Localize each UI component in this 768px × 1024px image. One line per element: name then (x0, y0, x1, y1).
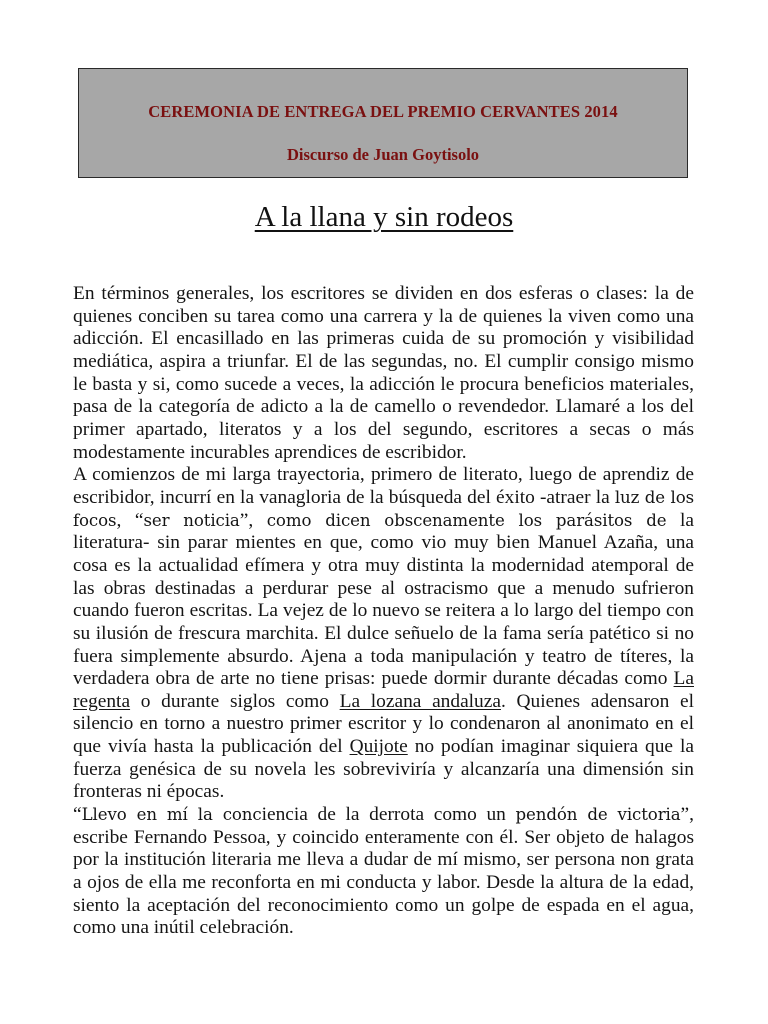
paragraph-1: En términos generales, los escritores se dividen en dos esferas o clases: la de quienes conciben su tarea como una carrera y la de quienes la viven como una adicción. El encasillado en las primeras cuida de su promoción y visibilidad mediática, aspira a triunfar. El de las segundas, no. El cumplir consigo mismo le basta y si, como sucede a veces, la adicción le procura beneficios materiales, pasa de la categoría de adicto a la de camello o revendedor. Llamaré a los del primer apartado, literatos y a los del segundo, escritores a secas o más modestamente incurables aprendices de escribidor. (73, 283, 694, 463)
speech-subtitle: Discurso de Juan Goytisolo (286, 145, 480, 164)
emphasis-phrase: luz de los focos (73, 487, 694, 530)
emphasis-phrase: ser noticia (143, 510, 240, 530)
speech-title: A la llana y sin rodeos (254, 201, 514, 233)
speech-body (73, 283, 694, 940)
paragraph-3: “Llevo en mí la conciencia de la derrota como un pendón de victoria”, escribe Fernando Pessoa, y coincido enteramente con él. Ser objeto de halagos por la institución literaria me lleva a dudar de mí mismo, ser persona non grata a ojos de ella me reconforta en mi conducta y labor. Desde la altura de la edad, siento la aceptación del reconocimiento como un golpe de espada en el agua, como una inútil celebración. (73, 804, 694, 939)
paragraph-2: A comienzos de mi larga trayectoria, primero de literato, luego de aprendiz de escribidor, incurrí en la vanagloria de la búsqueda del éxito -atraer la luz de los focos, “ser noticia”, como dicen obscenamente los parásitos de la literatura- sin parar mientes en que, como vio muy bien Manuel Azaña, una cosa es la actualidad efímera y otra muy distinta la modernidad atemporal de las obras destinadas a perdurar pese al ostracismo que a menudo sufrieron cuando fueron escritas. La vejez de lo nuevo se reitera a lo largo del tiempo con su ilusión de frescura marchita. El dulce señuelo de la fama sería patético si no fuera simplemente absurdo. Ajena a toda manipulación y teatro de títeres, la verdadera obra de arte no tiene prisas: puede dormir durante décadas como La regenta o durante siglos como La lozana andaluza. Quienes adensaron el silencio en torno a nuestro primer escritor y lo condenaron al anonimato en el que vivía hasta la publicación del Quijote no podían imaginar siquiera que la fuerza genésica de su novela les sobreviviría y alcanzaría una dimensión sin fronteras ni épocas. (73, 464, 695, 803)
emphasis-phrase: como dicen obscenamente los parásitos de (266, 510, 667, 530)
emphasis-phrase: pendón de victoria (515, 805, 681, 825)
header-box (78, 68, 688, 178)
emphasis-phrase: Llevo en mí la conc (81, 805, 262, 825)
book-title-la-regenta: La regenta (73, 668, 694, 712)
book-title-la-lozana-andaluza: La lozana andaluza (339, 690, 501, 712)
ceremony-title: CEREMONIA DE ENTREGA DEL PREMIO CERVANTES 2014 (148, 102, 618, 121)
book-title-quijote: Quijote (349, 736, 408, 758)
